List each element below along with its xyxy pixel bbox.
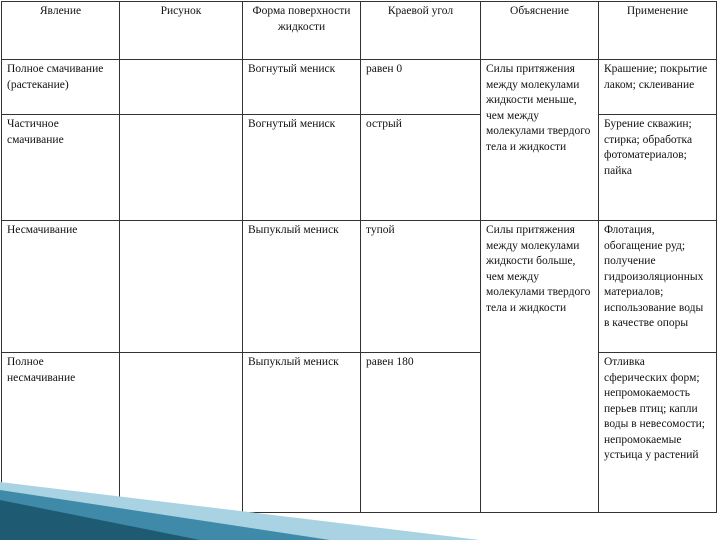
cell-phenomenon: Частичное смачивание <box>2 115 120 221</box>
table-row <box>2 115 717 221</box>
cell-explanation-wetting: Силы притяжения между молекулами жидкости меньше, чем между молекулами твердого тела и жидкости <box>481 60 599 221</box>
cell-picture <box>120 60 243 115</box>
cell-surface-shape: Вогнутый мениск <box>243 60 361 115</box>
header-picture: Рисунок <box>120 2 243 60</box>
decorative-wedge-graphic <box>0 440 480 540</box>
cell-application: Флотация, обогащение руд; получение гидроизоляционных материалов; использование воды в качестве опоры <box>599 221 717 353</box>
cell-contact-angle: равен 0 <box>361 60 481 115</box>
header-surface-shape: Форма поверхности жидкости <box>243 2 361 60</box>
header-contact-angle: Краевой угол <box>361 2 481 60</box>
wetting-phenomena-table <box>1 1 717 513</box>
cell-application: Бурение скважин; стирка; обработка фотоматериалов; пайка <box>599 115 717 221</box>
table-row <box>2 221 717 353</box>
table-header-row <box>2 2 717 60</box>
cell-surface-shape: Вогнутый мениск <box>243 115 361 221</box>
cell-phenomenon: Полное смачивание (растекание) <box>2 60 120 115</box>
header-phenomenon: Явление <box>2 2 120 60</box>
cell-application: Крашение; покрытие лаком; склеивание <box>599 60 717 115</box>
cell-contact-angle: тупой <box>361 221 481 353</box>
cell-picture <box>120 221 243 353</box>
cell-phenomenon: Несмачивание <box>2 221 120 353</box>
table-row <box>2 60 717 115</box>
header-explanation: Объяснение <box>481 2 599 60</box>
cell-surface-shape: Выпуклый мениск <box>243 221 361 353</box>
cell-contact-angle: равен 180 <box>361 353 481 513</box>
cell-phenomenon: Полное несмачивание <box>2 353 120 513</box>
cell-application: Отливка сферических форм; непромокаемость перьев птиц; капли воды в невесомости; непромокаемые устьица у растений <box>599 353 717 513</box>
header-application: Применение <box>599 2 717 60</box>
cell-picture <box>120 115 243 221</box>
cell-surface-shape: Выпуклый мениск <box>243 353 361 513</box>
cell-contact-angle: острый <box>361 115 481 221</box>
cell-explanation-nonwetting: Силы притяжения между молекулами жидкости больше, чем между молекулами твердого тела и жидкости <box>481 221 599 513</box>
